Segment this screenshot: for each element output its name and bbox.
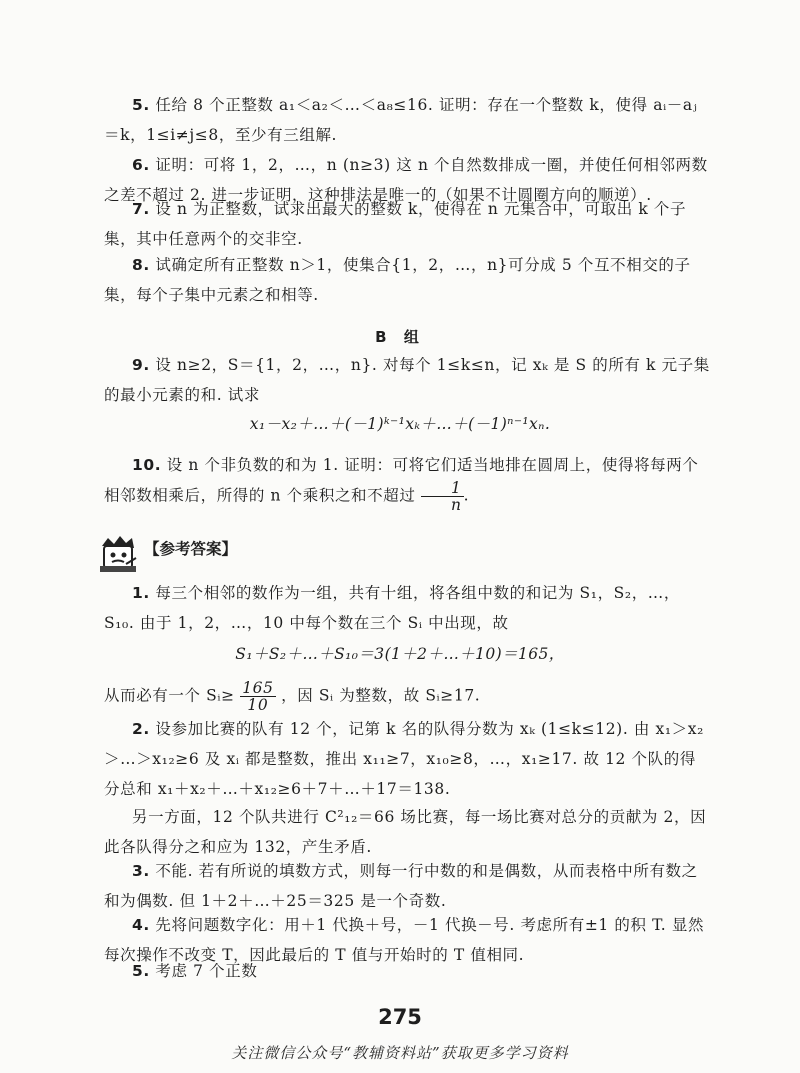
- fraction-one-over-n: [421, 480, 464, 513]
- problem-number: 9.: [132, 356, 150, 374]
- fraction-denominator: 10: [247, 696, 269, 714]
- fraction-numerator: 165: [242, 679, 274, 697]
- problem-text: 设 n 个非负数的和为 1. 证明：可将它们适当地排在圆周上，使得将每两个相邻数相乘后，所得的 n 个乘积之和不超过: [104, 456, 699, 505]
- answer-text: 每三个相邻的数作为一组，共有十组，将各组中数的和记为 S₁，S₂，…，S₁₀. 由于 1，2，…，10 中每个数在三个 Sᵢ 中出现，故: [104, 584, 680, 632]
- answer-text: 设参加比赛的队有 12 个，记第 k 名的队得分数为 xₖ (1≤k≤12). 由 x₁＞x₂＞…＞x₁₂≥6 及 xᵢ 都是整数，推出 x₁₁≥7，x₁₀≥8，…，x₁≥17. 故 12 个队的得分总和 x₁＋x₂＋…＋x₁₂≥6＋7＋…＋17＝138.: [104, 720, 704, 798]
- fraction-denominator: n: [450, 496, 462, 514]
- problem-9-formula: x₁－x₂＋…＋(－1)ᵏ⁻¹xₖ＋…＋(－1)ⁿ⁻¹xₙ.: [249, 415, 551, 433]
- problem-8: [104, 250, 710, 310]
- answer-number: 3.: [132, 862, 150, 880]
- problem-7: [104, 194, 710, 254]
- answer-2: [104, 714, 710, 804]
- answer-3: [104, 856, 710, 916]
- problem-text: 试确定所有正整数 n＞1，使集合{1，2，…，n}可分成 5 个互不相交的子集，每个子集中元素之和相等.: [104, 256, 691, 304]
- answer-number: 2.: [132, 720, 150, 738]
- footer-watermark: 关注微信公众号“教辅资料站”获取更多学习资料: [231, 1044, 569, 1062]
- conclusion-post: ，因 Sᵢ 为整数，故 Sᵢ≥17.: [281, 686, 481, 705]
- fraction-165-over-10: [240, 680, 275, 713]
- problem-text: 任给 8 个正整数 a₁＜a₂＜…＜a₈≤16. 证明：存在一个整数 k，使得 aᵢ－aⱼ＝k，1≤i≠j≤8，至少有三组解.: [104, 96, 698, 144]
- answer-1-formula: S₁＋S₂＋…＋S₁₀＝3(1＋2＋…＋10)＝165，: [235, 645, 565, 663]
- problem-9: [104, 350, 710, 410]
- answer-text: 另一方面，12 个队共进行 C²₁₂＝66 场比赛，每一场比赛对总分的贡献为 2，因此各队得分之和应为 132，产生矛盾.: [104, 808, 707, 856]
- problem-number: 6.: [132, 156, 150, 174]
- answer-text: 不能. 若有所说的填数方式，则每一行中数的和是偶数，从而表格中所有数之和为偶数. 但 1＋2＋…＋25＝325 是一个奇数.: [104, 862, 698, 910]
- answer-text: 考虑 7 个正数: [155, 962, 258, 980]
- answer-1-conclusion: [104, 680, 710, 713]
- group-b-title: B 组: [375, 328, 425, 346]
- fraction-numerator: 1: [421, 480, 464, 497]
- answers-header: [96, 530, 396, 574]
- answer-1: [104, 578, 710, 638]
- problem-text: 设 n≥2，S＝{1，2，…，n}. 对每个 1≤k≤n，记 xₖ 是 S 的所有 k 元子集的最小元素的和. 试求: [104, 356, 710, 404]
- answer-text: 先将问题数字化：用＋1 代换＋号，－1 代换－号. 考虑所有±1 的积 T. 显然每次操作不改变 T，因此最后的 T 值与开始时的 T 值相同.: [104, 916, 705, 964]
- problem-5: [104, 90, 710, 150]
- page-number: 275: [378, 1005, 422, 1029]
- answer-number: 1.: [132, 584, 150, 602]
- problem-number: 10.: [132, 456, 162, 474]
- problem-10: [104, 450, 710, 513]
- conclusion-pre: 从而必有一个 Sᵢ≥: [104, 686, 235, 705]
- answer-number: 4.: [132, 916, 150, 934]
- answer-5: [104, 956, 710, 986]
- problem-tail: .: [463, 486, 470, 505]
- thinking-student-icon: [96, 530, 140, 574]
- problem-text: 证明：可将 1，2，…，n (n≥3) 这 n 个自然数排成一圈，并使任何相邻两数之差不超过 2. 进一步证明，这种排法是唯一的（如果不计圆圈方向的顺逆）.: [104, 156, 708, 204]
- answers-header-label: 【参考答案】: [144, 540, 238, 558]
- problem-number: 7.: [132, 200, 150, 218]
- answer-2-continued: [104, 802, 710, 862]
- problem-number: 5.: [132, 96, 150, 114]
- problem-text: 设 n 为正整数，试求出最大的整数 k，使得在 n 元集合中，可取出 k 个子集，其中任意两个的交非空.: [104, 200, 687, 248]
- problem-number: 8.: [132, 256, 150, 274]
- answer-number: 5.: [132, 962, 150, 980]
